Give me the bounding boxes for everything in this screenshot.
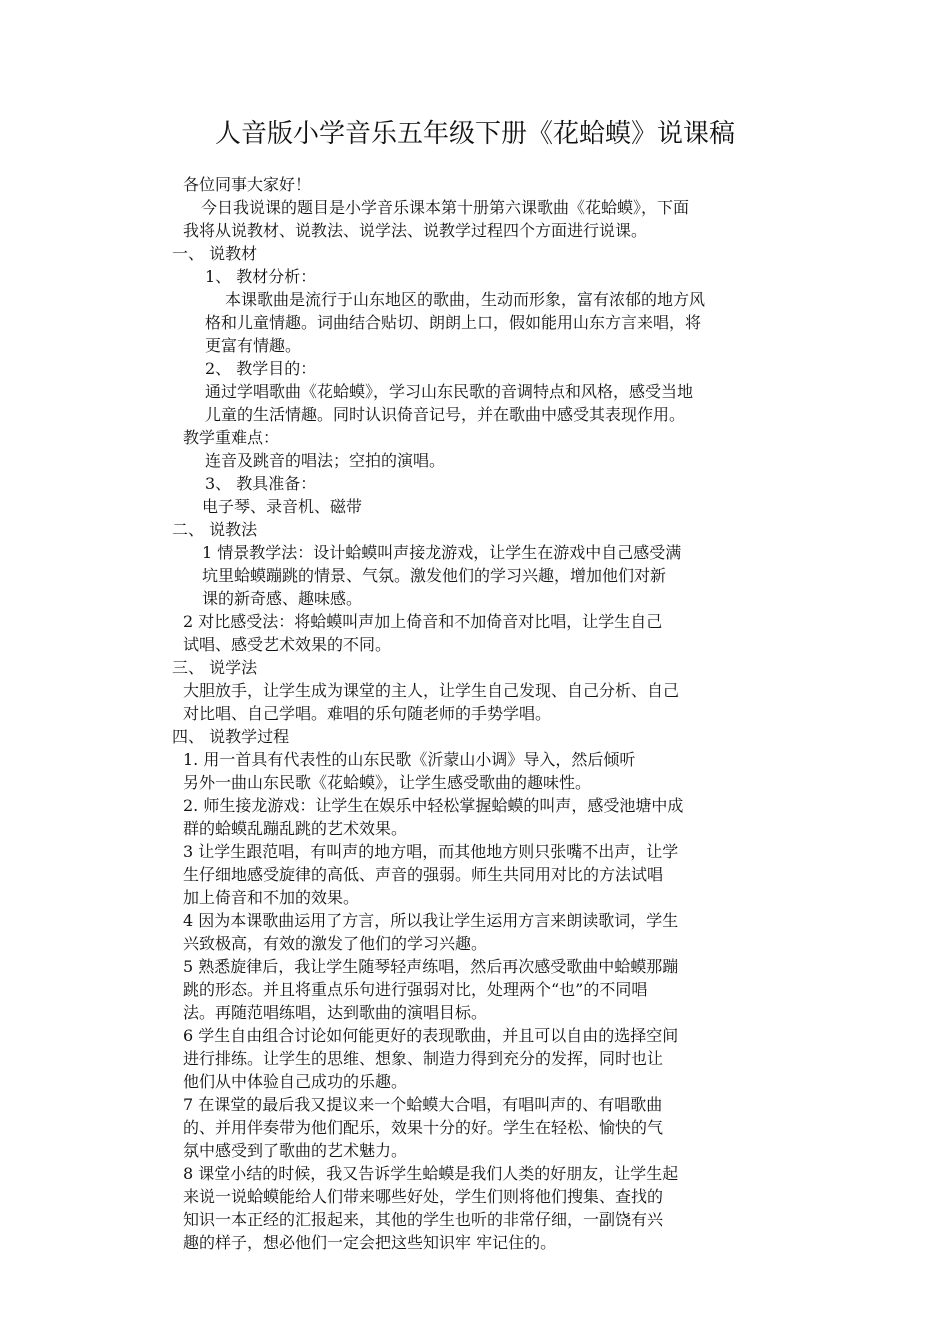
text-line: 课的新奇感、趣味感。 [202, 589, 363, 608]
text-line: 2 对比感受法：将蛤蟆叫声加上倚音和不加倚音对比唱，让学生自己 [183, 612, 663, 631]
text-line: 6 学生自由组合讨论如何能更好的表现歌曲，并且可以自由的选择空间 [183, 1026, 679, 1045]
text-line: 兴致极高，有效的激发了他们的学习兴趣。 [183, 934, 488, 953]
text-line: 一、 说教材 [172, 244, 258, 263]
text-line: 8 课堂小结的时候，我又告诉学生蛤蟆是我们人类的好朋友，让学生起 [183, 1164, 679, 1183]
text-line: 电子琴、录音机、磁带 [202, 497, 363, 516]
text-line: 更富有情趣。 [205, 336, 302, 355]
text-line: 格和儿童情趣。词曲结合贴切、朗朗上口，假如能用山东方言来唱，将 [205, 313, 702, 332]
text-line: 7 在课堂的最后我又提议来一个蛤蟆大合唱，有唱叫声的、有唱歌曲 [183, 1095, 663, 1114]
text-line: 我将从说教材、说教法、说学法、说教学过程四个方面进行说课。 [183, 221, 648, 240]
text-line: 4 因为本课歌曲运用了方言，所以我让学生运用方言来朗读歌词，学生 [183, 911, 679, 930]
text-line: 另外一曲山东民歌《花蛤蟆》，让学生感受歌曲的趣味性。 [183, 773, 592, 792]
text-line: 3、 教具准备： [205, 474, 317, 493]
text-line: 5 熟悉旋律后，我让学生随琴轻声练唱，然后再次感受歌曲中蛤蟆那蹦 [183, 957, 679, 976]
text-line: 3 让学生跟范唱，有叫声的地方唱，而其他地方则只张嘴不出声，让学 [183, 842, 679, 861]
text-line: 跳的形态。并且将重点乐句进行强弱对比，处理两个“也”的不同唱 [183, 980, 648, 999]
text-line: 二、 说教法 [172, 520, 258, 539]
text-line: 连音及跳音的唱法；空拍的演唱。 [205, 451, 446, 470]
text-line: 三、 说学法 [172, 658, 258, 677]
text-line: 1 情景教学法：设计蛤蟆叫声接龙游戏，让学生在游戏中自己感受满 [202, 543, 682, 562]
text-line: 今日我说课的题目是小学音乐课本第十册第六课歌曲《花蛤蟆》，下面 [201, 198, 690, 217]
text-line: 趣的样子，想必他们一定会把这些知识牢 牢记住的。 [183, 1233, 557, 1252]
text-line: 群的蛤蟆乱蹦乱跳的艺术效果。 [183, 819, 408, 838]
text-line: 试唱、感受艺术效果的不同。 [183, 635, 392, 654]
text-line: 各位同事大家好！ [183, 175, 312, 194]
text-line: 1. 用一首具有代表性的山东民歌《沂蒙山小调》导入，然后倾听 [183, 750, 636, 769]
text-line: 1、 教材分析： [205, 267, 317, 286]
text-line: 的、并用伴奏带为他们配乐，效果十分的好。学生在轻松、愉快的气 [183, 1118, 664, 1137]
text-line: 知识一本正经的汇报起来，其他的学生也听的非常仔细，一副饶有兴 [183, 1210, 664, 1229]
text-line: 本课歌曲是流行于山东地区的歌曲，生动而形象，富有浓郁的地方风 [225, 290, 706, 309]
text-line: 生仔细地感受旋律的高低、声音的强弱。师生共同用对比的方法试唱 [183, 865, 664, 884]
text-line: 儿童的生活情趣。同时认识倚音记号，并在歌曲中感受其表现作用。 [205, 405, 686, 424]
text-line: 大胆放手，让学生成为课堂的主人，让学生自己发现、自己分析、自己 [183, 681, 680, 700]
document-title: 人音版小学音乐五年级下册《花蛤蟆》说课稿 [214, 119, 735, 149]
text-line: 进行排练。让学生的思维、想象、制造力得到充分的发挥，同时也让 [183, 1049, 664, 1068]
text-line: 四、 说教学过程 [172, 727, 290, 746]
text-line: 通过学唱歌曲《花蛤蟆》，学习山东民歌的音调特点和风格，感受当地 [205, 382, 694, 401]
text-line: 来说一说蛤蟆能给人们带来哪些好处，学生们则将他们搜集、查找的 [183, 1187, 664, 1206]
text-line: 2、 教学目的： [205, 359, 317, 378]
text-line: 他们从中体验自己成功的乐趣。 [183, 1072, 408, 1091]
text-line: 加上倚音和不加的效果。 [183, 888, 360, 907]
text-line: 法。再随范唱练唱，达到歌曲的演唱目标。 [183, 1003, 488, 1022]
text-line: 对比唱、自己学唱。难唱的乐句随老师的手势学唱。 [183, 704, 552, 723]
text-line: 坑里蛤蟆蹦跳的情景、气氛。激发他们的学习兴趣，增加他们对新 [202, 566, 667, 585]
text-line: 教学重难点： [183, 428, 280, 447]
text-line: 氛中感受到了歌曲的艺术魅力。 [183, 1141, 408, 1160]
text-line: 2. 师生接龙游戏：让学生在娱乐中轻松掌握蛤蟆的叫声，感受池塘中成 [183, 796, 684, 815]
